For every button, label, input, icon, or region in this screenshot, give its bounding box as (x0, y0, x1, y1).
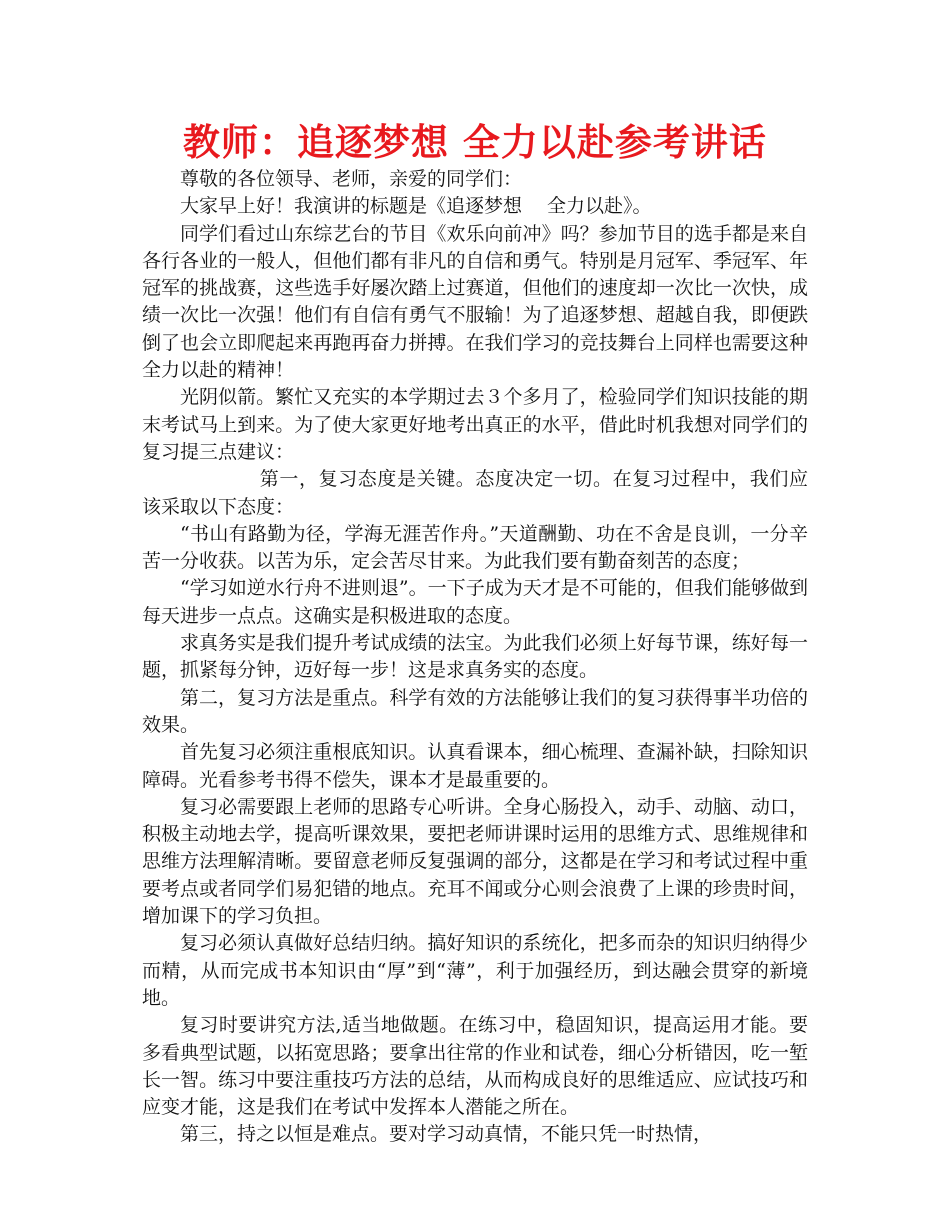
paragraph-salutation: 尊敬的各位领导、老师，亲爱的同学们： (180, 168, 523, 190)
paragraph-point-two: 第二，复习方法是重点。科学有效的方法能够让我们的复习获得事半功倍的效果。 (142, 686, 808, 736)
paragraph-summarize: 复习必须认真做好总结归纳。搞好知识的系统化，把多而杂的知识归纳得少而精，从而完成书本知识由“厚”到“薄”，利于加强经历，到达融会贯穿的新境地。 (142, 932, 808, 1009)
paragraph-tv-show: 同学们看过山东综艺台的节目《欢乐向前冲》吗？参加节目的选手都是来自各行各业的一般人，但他们都有非凡的自信和勇气。特别是月冠军、季冠军、年冠军的挑战赛，这些选手好屡次踏上过赛道，但他们的速度却一次比一次快，成绩一次比一次强！他们有自信有勇气不服输！为了追逐梦想、超越自我，即便跌倒了也会立即爬起来再跑再奋力拼搏。在我们学习的竞技舞台上同样也需要这种全力以赴的精神！ (142, 222, 808, 382)
paragraph-pragmatism: 求真务实是我们提升考试成绩的法宝。为此我们必须上好每节课，练好每一题，抓紧每分钟，迈好每一步！这是求真务实的态度。 (142, 632, 808, 682)
paragraph-basics: 首先复习必须注重根底知识。认真看课本，细心梳理、查漏补缺，扫除知识障碍。光看参考书得不偿失，课本才是最重要的。 (142, 741, 808, 791)
paragraph-listen: 复习必需要跟上老师的思路专心听讲。全身心肠投入，动手、动脑、动口，积极主动地去学，提高听课效果，要把老师讲课时运用的思维方式、思维规律和思维方法理解清晰。要留意老师反复强调的部分，这都是在学习和考试过程中重要考点或者同学们易犯错的地点。充耳不闻或分心则会浪费了上课的珍贵时间，增加课下的学习负担。 (142, 795, 808, 928)
paragraph-greeting: 大家早上好！我演讲的标题是《追逐梦想 全力以赴》。 (180, 195, 652, 218)
paragraph-time-flies: 光阴似箭。繁忙又充实的本学期过去３个多月了，检验同学们知识技能的期末考试马上到来。为了使大家更好地考出真正的水平，借此时机我想对同学们的复习提三点建议： (142, 386, 808, 463)
paragraph-point-three: 第三，持之以恒是难点。要对学习动真情，不能只凭一时热情， (180, 1123, 713, 1146)
paragraph-point-one: 第一，复习态度是关键。态度决定一切。在复习过程中，我们应该采取以下态度： (142, 468, 808, 518)
document-body (142, 166, 808, 1149)
paragraph-practice: 复习时要讲究方法,适当地做题。在练习中，稳固知识，提高运用才能。要多看典型试题，以拓宽思路；要拿出往常的作业和试卷，细心分析错因，吃一堑长一智。练习中要注重技巧方法的总结，从而构成良好的思维适应、应试技巧和应变才能，这是我们在考试中发挥本人潜能之所在。 (142, 1014, 808, 1119)
paragraph-progress: “学习如逆水行舟不进则退”。一下子成为天才是不可能的，但我们能够做到每天进步一点点。这确实是积极进取的态度。 (142, 577, 808, 627)
document-title: 教师：追逐梦想 全力以赴参考讲话 (183, 121, 767, 164)
paragraph-diligence: “书山有路勤为径，学海无涯苦作舟。”天道酬勤、功在不舍是良训，一分辛苦一分收获。以苦为乐，定会苦尽甘来。为此我们要有勤奋刻苦的态度； (142, 522, 808, 573)
